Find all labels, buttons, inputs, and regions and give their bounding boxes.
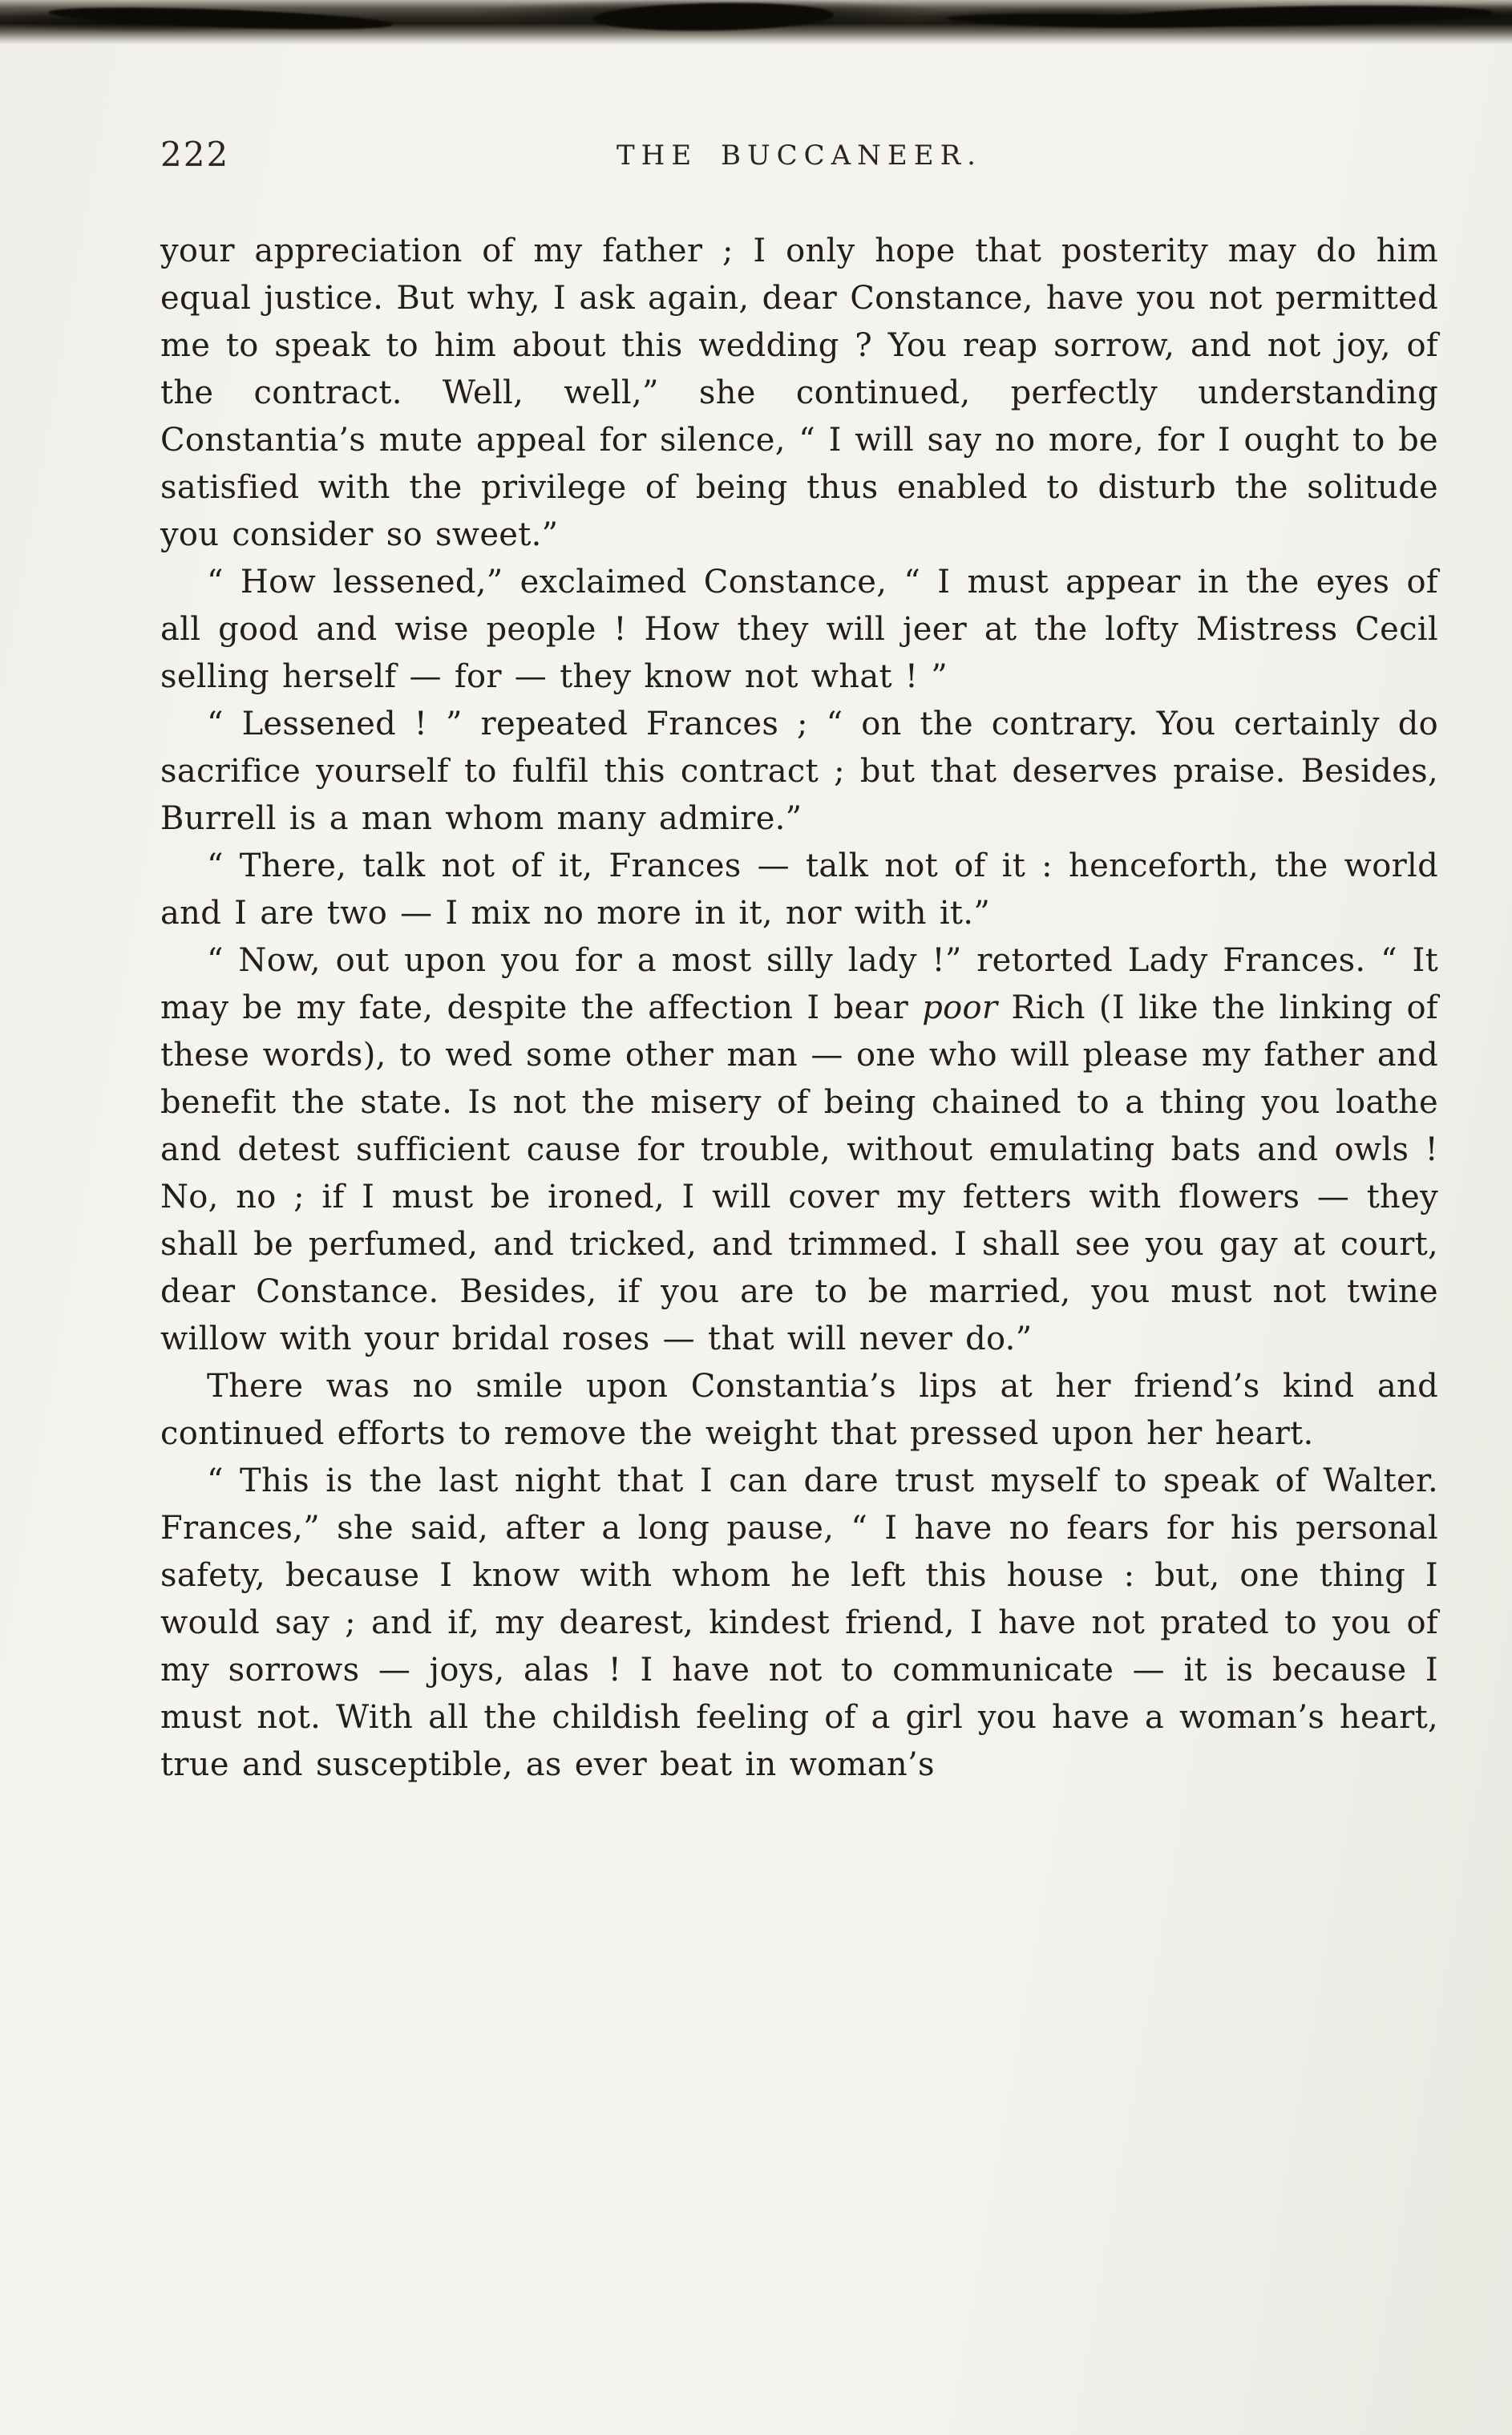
page-header <box>160 135 1438 186</box>
scan-artifact-band <box>0 0 1512 45</box>
page-number: 222 <box>160 135 230 174</box>
scan-ink-blob <box>48 4 394 34</box>
paragraph: “ Lessened ! ” repeated Frances ; “ on the contrary. You certainly do sacrifice yourself to fulfil this contract ; but that deserves praise. Besides, Burrell is a man whom many admire.” <box>160 706 1438 837</box>
paragraph: There was no smile upon Constantia’s lips at her friend’s kind and continued efforts to remove the weight that pressed upon her heart. <box>160 1368 1438 1452</box>
paragraph: “ This is the last night that I can dare trust myself to speak of Walter. Frances,” she said, after a long pause, “ I have no fears for his personal safety, because I know with whom he left this house : but, one thing I would say ; and if, my dearest, kindest friend, I have not prated to you of my sorrows — joys, alas ! I have not to communicate — it is because I must not. With all the childish feeling of a girl you have a woman’s heart, true and susceptible, as ever beat in woman’s <box>160 1462 1438 1783</box>
paragraph: “ Now, out upon you for a most silly lady !” retorted Lady Frances. “ It may be my fate, despite the affection I bear poor Rich (I like the linking of these words), to wed some other man — one who will please my father and benefit the state. Is not the misery of being chained to a thing you loathe and detest sufficient cause for trouble, without emulating bats and owls ! No, no ; if I must be ironed, I will cover my fetters with flowers — they shall be perfumed, and tricked, and trimmed. I shall see you gay at court, dear Constance. Besides, if you are to be married, you must not twine willow with your bridal roses — that will never do.” <box>160 942 1438 1357</box>
running-title: THE BUCCANEER. <box>617 140 982 172</box>
page-body <box>160 228 1438 1789</box>
paragraph: “ There, talk not of it, Frances — talk not of it : henceforth, the world and I are two — I mix no more in it, nor with it.” <box>160 847 1438 932</box>
paragraph: your appreciation of my father ; I only hope that posterity may do him equal justice. But why, I ask again, dear Constance, have you not permitted me to speak to him about this wedding ? You reap sorrow, and not joy, of the contract. Well, well,” she continued, perfectly understanding Constantia’s mute appeal for silence, “ I will say no more, for I ought to be satisfied with the privilege of being thus enabled to disturb the solitude you consider so sweet.” <box>160 233 1438 553</box>
paragraph: “ How lessened,” exclaimed Constance, “ I must appear in the eyes of all good and wise people ! How they will jeer at the lofty Mistress Cecil selling herself — for — they know not what ! ” <box>160 564 1438 695</box>
scan-ink-blob <box>593 1 835 32</box>
page-content <box>160 135 1438 1789</box>
